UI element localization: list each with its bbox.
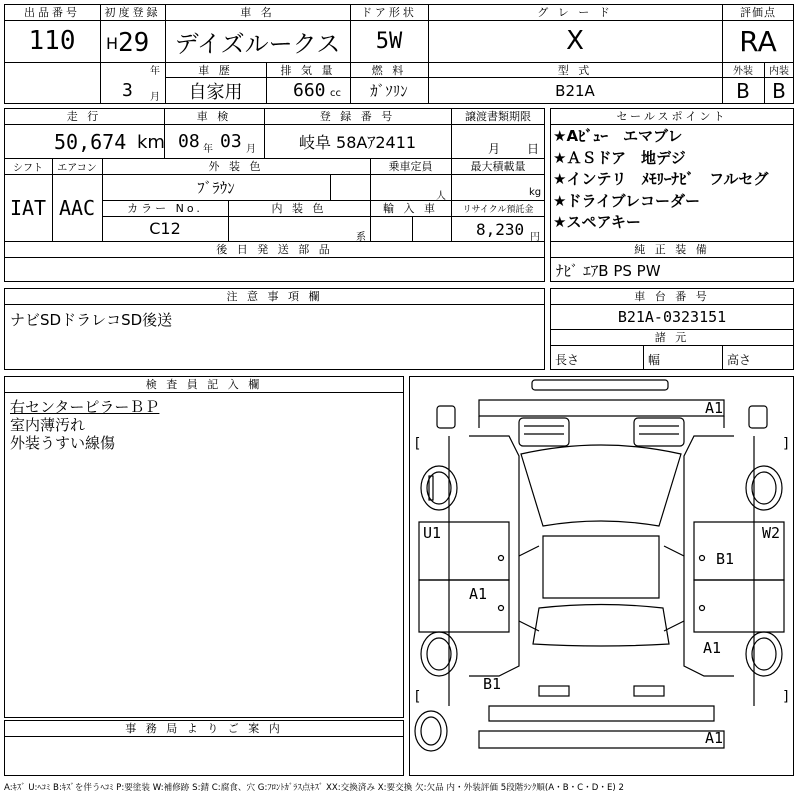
sales-points-label: セールスポイント (616, 110, 728, 123)
ext-color-label: 外 装 色 (208, 160, 264, 173)
genuine-label: 純 正 装 備 (634, 243, 710, 256)
chassis-label: 車 台 番 号 (634, 290, 710, 303)
mileage-unit: km (137, 132, 165, 153)
score: RA (739, 24, 777, 58)
legend-text: A:ｷｽﾞ U:ﾍｺﾐ B:ｷｽﾞを伴うﾍｺﾐ P:要塗装 W:補修跡 S:錆 C:腐食、穴 G:ﾌﾛﾝﾄｶﾞﾗｽ点ｷｽﾞ XX:交換済み X:要交換 欠:欠品 内・外装評価 5段階ﾗﾝｸ順(A・B・C・D・E) 2 (4, 783, 624, 793)
int-color-unit: 系 (356, 232, 366, 243)
shift-label: シフト (13, 162, 43, 174)
notes-label: 注 意 事 項 欄 (226, 290, 323, 303)
model-label: 型 式 (557, 63, 593, 77)
car-diagram (409, 376, 794, 776)
damage-mark-left-front-door: U1 (423, 524, 442, 542)
transfer-label: 譲渡書類期限 (465, 110, 531, 123)
inspection-year: 08 (178, 131, 200, 152)
ac-label: エアコン (57, 162, 97, 174)
width-label: 幅 (648, 353, 661, 367)
car-name: デイズルークス (174, 29, 341, 58)
damage-mark-left-rear: B1 (483, 675, 502, 693)
ac: AAC (58, 195, 96, 220)
history-label: 車 歴 (198, 63, 233, 77)
recycle-amount: 8,230 (476, 220, 525, 239)
inspector-line-2: 室内薄汚れ (10, 416, 86, 434)
history: 自家用 (188, 81, 243, 103)
interior-score: B (772, 78, 786, 103)
chassis-number: B21A-0323151 (617, 307, 727, 326)
length-label: 長さ (555, 353, 580, 367)
car-name-label: 車 名 (240, 6, 275, 19)
exterior-score: B (736, 78, 750, 103)
sales-point-item: ★Aﾋﾞｭｰ エマブレ (553, 127, 683, 145)
inspection-year-unit: 年 (203, 144, 213, 155)
era: H (106, 34, 119, 53)
damage-mark-right-mid: B1 (716, 550, 735, 568)
mileage: 50,674 (54, 130, 127, 154)
damage-mark-rear-bumper: A1 (705, 729, 724, 747)
inspection-label: 車 検 (196, 110, 232, 123)
inspector-line-3: 外装うすい線傷 (10, 434, 116, 452)
lot-no-label: 出品番号 (24, 6, 80, 19)
svg-text:]: ] (782, 689, 791, 705)
year-unit: 年 (150, 66, 160, 77)
capacity-label: 乗車定員 (388, 160, 433, 173)
load-label: 最大積載量 (470, 160, 526, 173)
door-label: ドア形状 (361, 6, 417, 19)
inspector-line-1: 右センターピラーＢＰ (10, 398, 160, 416)
interior-label: 内装 (769, 66, 789, 77)
sales-point-item: ★ＡＳドア 地デジ (553, 148, 686, 167)
exterior-label: 外装 (733, 66, 753, 77)
svg-text:[: [ (413, 436, 422, 452)
load-unit: kg (529, 187, 542, 198)
grade: X (566, 26, 584, 56)
sales-points-list (553, 126, 768, 234)
import-label: 輸 入 車 (383, 202, 438, 215)
svg-text:[: [ (413, 689, 422, 705)
color-no: C12 (149, 219, 181, 238)
grade-label: グ レ ー ド (537, 6, 613, 19)
reg-no-label: 登 録 番 号 (319, 110, 396, 123)
door: 5W (375, 28, 403, 54)
damage-mark-right-front-door: W2 (762, 524, 781, 542)
svg-text:]: ] (782, 436, 791, 452)
recycle-unit: 円 (530, 232, 540, 243)
sales-point-item: ★インテリ ﾒﾓﾘｰﾅﾋﾞ フルセグ (553, 170, 769, 188)
fuel: ｶﾞｿﾘﾝ (370, 82, 408, 100)
damage-mark-right-rear-wheel: A1 (703, 639, 722, 657)
notes-text: ナビSDドラレコSD後送 (10, 311, 173, 329)
mileage-label: 走 行 (66, 110, 102, 123)
ext-color: ﾌﾞﾗｳﾝ (197, 178, 235, 197)
recycle-label: リサイクル預託金 (462, 204, 534, 215)
score-label: 評価点 (740, 6, 776, 19)
fuel-label: 燃 料 (371, 63, 407, 77)
later-parts-label: 後 日 発 送 部 品 (216, 243, 333, 256)
model: B21A (555, 81, 595, 100)
reg-year: 29 (118, 28, 150, 58)
month-unit: 月 (150, 92, 160, 103)
shift: IAT (9, 195, 47, 220)
transfer-day: 日 (527, 142, 540, 156)
inspector-label: 検 査 員 記 入 欄 (145, 378, 263, 391)
displacement: 660 (293, 80, 326, 101)
reg-month: 3 (122, 80, 133, 101)
reg-no: 岐阜 58Aｱ2411 (298, 132, 417, 152)
capacity-unit: 人 (436, 191, 446, 202)
int-color-label: 内 装 色 (271, 202, 327, 215)
dims-label: 諸 元 (654, 331, 690, 344)
inspection-month: 03 (220, 131, 242, 152)
height-label: 高さ (727, 353, 752, 367)
inspection-month-unit: 月 (246, 144, 256, 155)
office-label: 事 務 局 よ り ご 案 内 (125, 722, 283, 735)
genuine-equipment: ﾅﾋﾞ ｴｱB PS PW (556, 262, 661, 280)
lot-no: 110 (28, 26, 76, 56)
first-reg-label: 初度登録 (104, 6, 161, 19)
damage-mark-front-right: A1 (705, 399, 724, 417)
displacement-unit: cc (330, 88, 341, 99)
sales-point-item: ★ドライブレコーダー (553, 191, 700, 210)
transfer-month: 月 (488, 142, 501, 156)
damage-mark-left-mid: A1 (469, 585, 488, 603)
sales-point-item: ★スペアキー (553, 213, 641, 231)
displacement-label: 排 気 量 (280, 63, 336, 77)
color-no-label: カラー No. (127, 202, 203, 215)
